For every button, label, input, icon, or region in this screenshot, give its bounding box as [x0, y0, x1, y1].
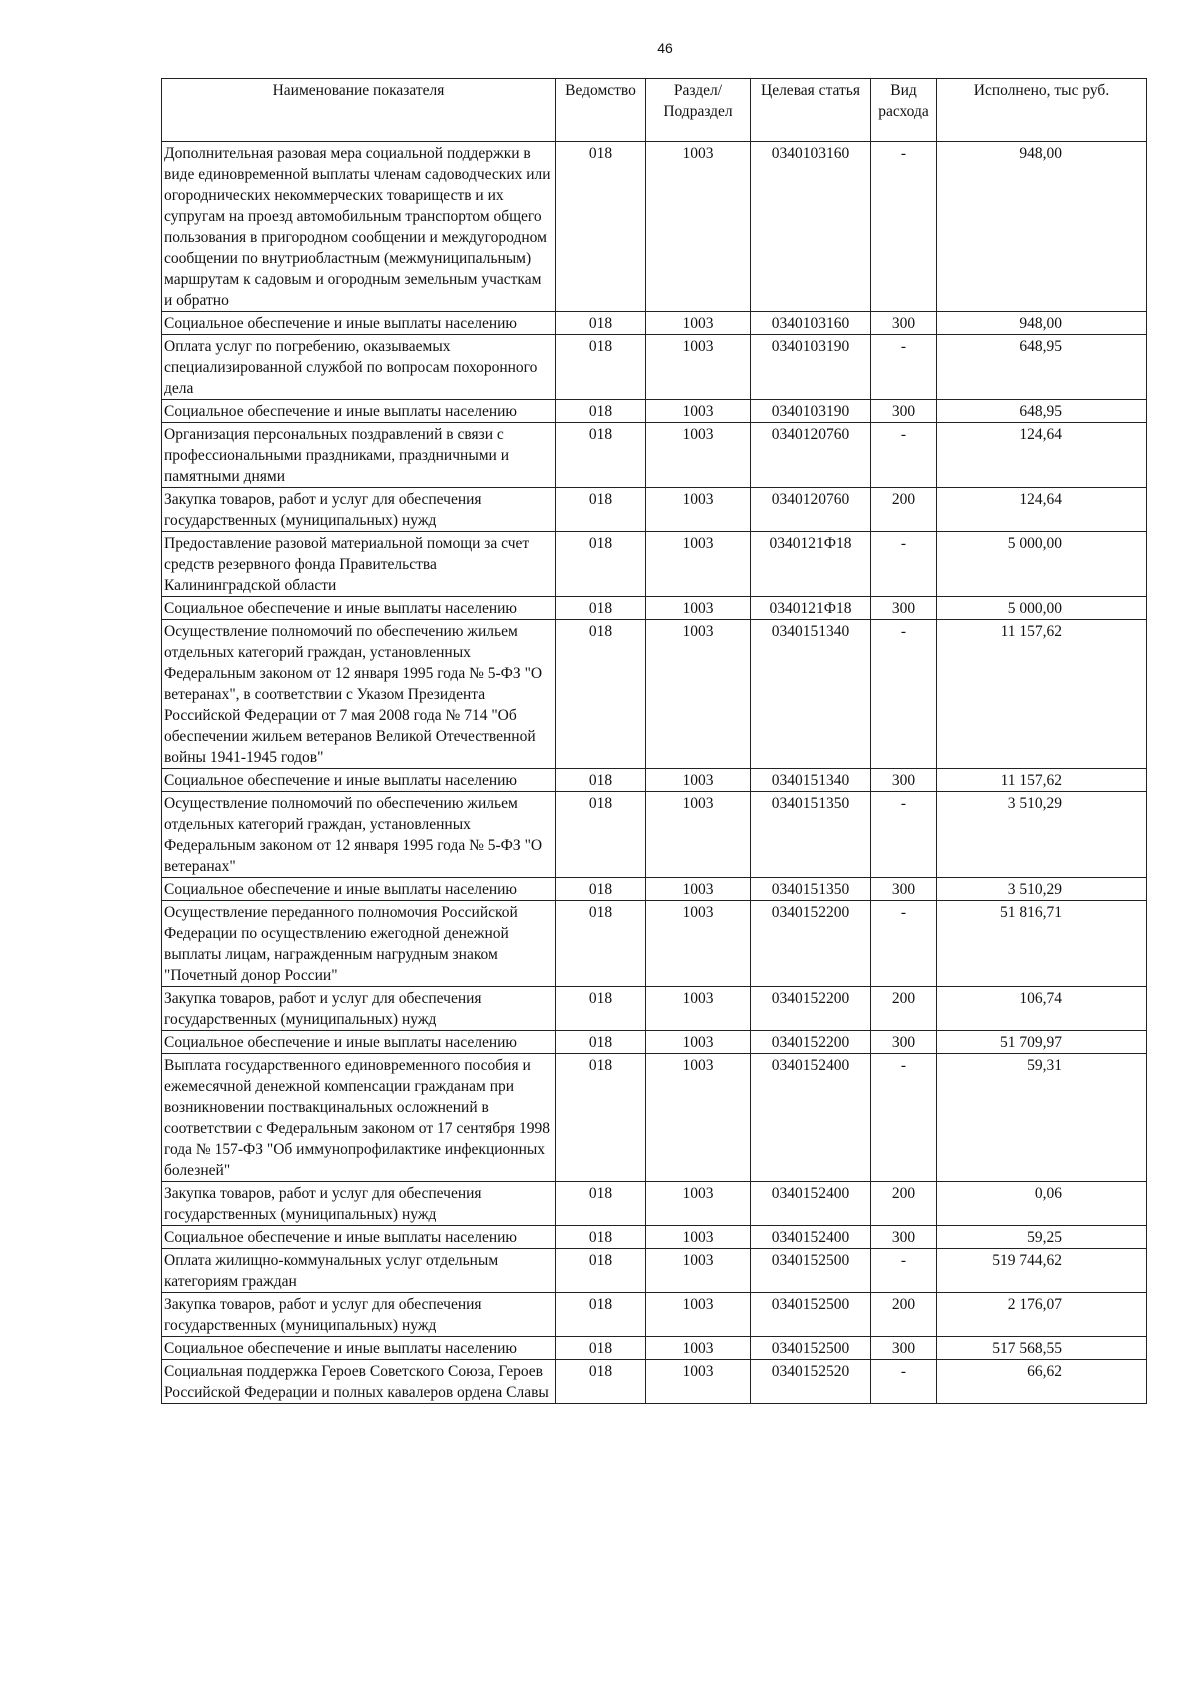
table-row: [162, 488, 1147, 532]
cell-department: 018: [556, 792, 646, 878]
cell-expense-type: -: [871, 142, 937, 312]
cell-expense-type: -: [871, 792, 937, 878]
cell-department: 018: [556, 1337, 646, 1360]
header-expense-type: Вид расхода: [871, 79, 937, 142]
cell-section: 1003: [646, 532, 751, 597]
cell-department: 018: [556, 312, 646, 335]
cell-name: Осуществление переданного полномочия Российской Федерации по осуществлению ежегодной денежной выплаты лицам, награжденным нагрудным знаком "Почетный донор России": [162, 901, 556, 987]
cell-target-article: 0340103160: [751, 312, 871, 335]
cell-amount: 51 709,97: [937, 1031, 1147, 1054]
table-row: [162, 400, 1147, 423]
cell-department: 018: [556, 488, 646, 532]
cell-name: Организация персональных поздравлений в связи с профессиональными праздниками, праздничными и памятными днями: [162, 423, 556, 488]
table-row: [162, 769, 1147, 792]
cell-department: 018: [556, 597, 646, 620]
cell-amount: 11 157,62: [937, 620, 1147, 769]
cell-name: Социальное обеспечение и иные выплаты населению: [162, 1031, 556, 1054]
cell-amount: 517 568,55: [937, 1337, 1147, 1360]
cell-amount: 3 510,29: [937, 878, 1147, 901]
table-row: [162, 1293, 1147, 1337]
cell-department: 018: [556, 901, 646, 987]
cell-section: 1003: [646, 423, 751, 488]
cell-name: Социальное обеспечение и иные выплаты населению: [162, 1226, 556, 1249]
cell-expense-type: -: [871, 1249, 937, 1293]
cell-amount: 2 176,07: [937, 1293, 1147, 1337]
table-row: [162, 1360, 1147, 1404]
table-row: [162, 1054, 1147, 1182]
cell-name: Выплата государственного единовременного пособия и ежемесячной денежной компенсации гражданам при возникновении поствакцинальных осложнений в соответствии с Федеральным законом от 17 сентября 1998 года № 157-ФЗ "Об иммунопрофилактике инфекционных болезней": [162, 1054, 556, 1182]
cell-department: 018: [556, 532, 646, 597]
cell-amount: 59,25: [937, 1226, 1147, 1249]
cell-name: Предоставление разовой материальной помощи за счет средств резервного фонда Правительства Калининградской области: [162, 532, 556, 597]
cell-department: 018: [556, 769, 646, 792]
cell-target-article: 0340103160: [751, 142, 871, 312]
cell-section: 1003: [646, 769, 751, 792]
cell-expense-type: -: [871, 532, 937, 597]
table-row: [162, 878, 1147, 901]
cell-name: Социальное обеспечение и иные выплаты населению: [162, 312, 556, 335]
cell-target-article: 0340152500: [751, 1337, 871, 1360]
cell-section: 1003: [646, 597, 751, 620]
header-name: Наименование показателя: [162, 79, 556, 142]
cell-target-article: 0340120760: [751, 488, 871, 532]
cell-department: 018: [556, 1293, 646, 1337]
table-row: [162, 1182, 1147, 1226]
cell-expense-type: -: [871, 335, 937, 400]
cell-target-article: 0340151340: [751, 769, 871, 792]
table-row: [162, 335, 1147, 400]
table-row: [162, 987, 1147, 1031]
cell-target-article: 0340152400: [751, 1182, 871, 1226]
cell-section: 1003: [646, 335, 751, 400]
cell-department: 018: [556, 1054, 646, 1182]
cell-department: 018: [556, 423, 646, 488]
cell-amount: 106,74: [937, 987, 1147, 1031]
cell-name: Закупка товаров, работ и услуг для обеспечения государственных (муниципальных) нужд: [162, 488, 556, 532]
cell-department: 018: [556, 1031, 646, 1054]
cell-expense-type: 300: [871, 400, 937, 423]
cell-name: Социальная поддержка Героев Советского Союза, Героев Российской Федерации и полных кавалеров ордена Славы: [162, 1360, 556, 1404]
cell-amount: 124,64: [937, 488, 1147, 532]
cell-department: 018: [556, 878, 646, 901]
cell-expense-type: -: [871, 901, 937, 987]
cell-expense-type: 300: [871, 1031, 937, 1054]
cell-department: 018: [556, 987, 646, 1031]
cell-amount: 66,62: [937, 1360, 1147, 1404]
cell-section: 1003: [646, 901, 751, 987]
cell-name: Социальное обеспечение и иные выплаты населению: [162, 1337, 556, 1360]
header-amount: Исполнено, тыс руб.: [937, 79, 1147, 142]
cell-section: 1003: [646, 1226, 751, 1249]
cell-target-article: 0340121Ф18: [751, 532, 871, 597]
cell-section: 1003: [646, 142, 751, 312]
header-department: Ведомство: [556, 79, 646, 142]
page-number: 46: [657, 40, 673, 56]
cell-amount: 948,00: [937, 142, 1147, 312]
cell-department: 018: [556, 1226, 646, 1249]
cell-expense-type: 300: [871, 769, 937, 792]
cell-name: Социальное обеспечение и иные выплаты населению: [162, 769, 556, 792]
table-header-row: [162, 79, 1147, 142]
cell-target-article: 0340152200: [751, 1031, 871, 1054]
cell-amount: 948,00: [937, 312, 1147, 335]
cell-expense-type: 300: [871, 1226, 937, 1249]
cell-section: 1003: [646, 1360, 751, 1404]
cell-expense-type: 200: [871, 488, 937, 532]
table-row: [162, 1226, 1147, 1249]
cell-section: 1003: [646, 878, 751, 901]
table-row: [162, 620, 1147, 769]
cell-amount: 124,64: [937, 423, 1147, 488]
table-body: [162, 142, 1147, 1404]
cell-target-article: 0340120760: [751, 423, 871, 488]
table-row: [162, 901, 1147, 987]
table-row: [162, 792, 1147, 878]
table-row: [162, 532, 1147, 597]
cell-section: 1003: [646, 400, 751, 423]
cell-amount: 3 510,29: [937, 792, 1147, 878]
cell-expense-type: -: [871, 620, 937, 769]
table-row: [162, 312, 1147, 335]
cell-name: Оплата услуг по погребению, оказываемых специализированной службой по вопросам похоронного дела: [162, 335, 556, 400]
cell-department: 018: [556, 400, 646, 423]
cell-expense-type: 200: [871, 987, 937, 1031]
cell-expense-type: 300: [871, 1337, 937, 1360]
cell-amount: 519 744,62: [937, 1249, 1147, 1293]
cell-department: 018: [556, 1182, 646, 1226]
report-table-wrapper: [161, 78, 1147, 1404]
cell-amount: 648,95: [937, 400, 1147, 423]
cell-name: Оплата жилищно-коммунальных услуг отдельным категориям граждан: [162, 1249, 556, 1293]
table-row: [162, 423, 1147, 488]
cell-section: 1003: [646, 620, 751, 769]
cell-expense-type: 300: [871, 312, 937, 335]
cell-amount: 5 000,00: [937, 532, 1147, 597]
cell-name: Осуществление полномочий по обеспечению жильем отдельных категорий граждан, установленных Федеральным законом от 12 января 1995 года № 5-ФЗ "О ветеранах": [162, 792, 556, 878]
cell-section: 1003: [646, 488, 751, 532]
cell-section: 1003: [646, 1031, 751, 1054]
cell-section: 1003: [646, 1249, 751, 1293]
cell-department: 018: [556, 620, 646, 769]
cell-section: 1003: [646, 1054, 751, 1182]
table-row: [162, 142, 1147, 312]
cell-amount: 51 816,71: [937, 901, 1147, 987]
cell-name: Социальное обеспечение и иные выплаты населению: [162, 878, 556, 901]
cell-department: 018: [556, 142, 646, 312]
cell-name: Закупка товаров, работ и услуг для обеспечения государственных (муниципальных) нужд: [162, 1293, 556, 1337]
cell-amount: 648,95: [937, 335, 1147, 400]
cell-department: 018: [556, 335, 646, 400]
cell-section: 1003: [646, 1293, 751, 1337]
cell-amount: 11 157,62: [937, 769, 1147, 792]
cell-name: Осуществление полномочий по обеспечению жильем отдельных категорий граждан, установленных Федеральным законом от 12 января 1995 года № 5-ФЗ "О ветеранах", в соответствии с Указом Президента Российской Федерации от 7 мая 2008 года № 714 "Об обеспечении жильем ветеранов Великой Отечественной войны 1941-1945 годов": [162, 620, 556, 769]
cell-expense-type: 300: [871, 878, 937, 901]
cell-target-article: 0340103190: [751, 400, 871, 423]
cell-amount: 0,06: [937, 1182, 1147, 1226]
cell-amount: 59,31: [937, 1054, 1147, 1182]
cell-target-article: 0340152200: [751, 901, 871, 987]
cell-target-article: 0340152500: [751, 1249, 871, 1293]
cell-expense-type: 200: [871, 1182, 937, 1226]
cell-name: Социальное обеспечение и иные выплаты населению: [162, 597, 556, 620]
cell-expense-type: 200: [871, 1293, 937, 1337]
cell-target-article: 0340152520: [751, 1360, 871, 1404]
table-row: [162, 1337, 1147, 1360]
cell-name: Дополнительная разовая мера социальной поддержки в виде единовременной выплаты членам садоводческих или огороднических некоммерческих товариществ и их супругам на проезд автомобильным транспортом общего пользования в пригородном сообщении и междугородном сообщении по внутриобластным (межмуниципальным) маршрутам к садовым и огородным земельным участкам и обратно: [162, 142, 556, 312]
expenditure-table: [161, 78, 1147, 1404]
cell-section: 1003: [646, 987, 751, 1031]
cell-name: Социальное обеспечение и иные выплаты населению: [162, 400, 556, 423]
cell-target-article: 0340152400: [751, 1054, 871, 1182]
cell-name: Закупка товаров, работ и услуг для обеспечения государственных (муниципальных) нужд: [162, 1182, 556, 1226]
cell-name: Закупка товаров, работ и услуг для обеспечения государственных (муниципальных) нужд: [162, 987, 556, 1031]
cell-expense-type: -: [871, 423, 937, 488]
table-row: [162, 1031, 1147, 1054]
cell-target-article: 0340152500: [751, 1293, 871, 1337]
cell-section: 1003: [646, 792, 751, 878]
cell-amount: 5 000,00: [937, 597, 1147, 620]
cell-target-article: 0340151350: [751, 878, 871, 901]
cell-section: 1003: [646, 1337, 751, 1360]
cell-expense-type: -: [871, 1054, 937, 1182]
cell-target-article: 0340152400: [751, 1226, 871, 1249]
cell-target-article: 0340151350: [751, 792, 871, 878]
table-row: [162, 1249, 1147, 1293]
cell-expense-type: -: [871, 1360, 937, 1404]
cell-section: 1003: [646, 1182, 751, 1226]
cell-expense-type: 300: [871, 597, 937, 620]
cell-department: 018: [556, 1360, 646, 1404]
header-target-article: Целевая статья: [751, 79, 871, 142]
cell-target-article: 0340152200: [751, 987, 871, 1031]
cell-target-article: 0340121Ф18: [751, 597, 871, 620]
cell-department: 018: [556, 1249, 646, 1293]
cell-section: 1003: [646, 312, 751, 335]
header-section: Раздел/ Подраздел: [646, 79, 751, 142]
table-row: [162, 597, 1147, 620]
cell-target-article: 0340103190: [751, 335, 871, 400]
cell-target-article: 0340151340: [751, 620, 871, 769]
